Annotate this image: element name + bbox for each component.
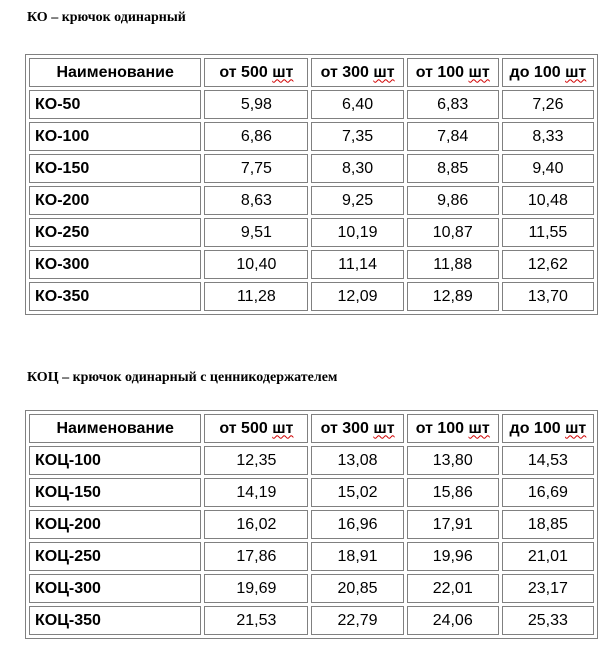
column-header-name: Наименование: [29, 414, 201, 443]
price-cell: 9,51: [204, 218, 308, 247]
price-cell: 12,09: [311, 282, 403, 311]
unit-label: шт: [373, 63, 395, 81]
price-cell: 14,53: [502, 446, 594, 475]
price-cell: 10,48: [502, 186, 594, 215]
column-header-name: Наименование: [29, 58, 201, 87]
price-cell: 5,98: [204, 90, 308, 119]
price-cell: 10,87: [407, 218, 499, 247]
table-row: [29, 122, 594, 151]
column-header-quantity: [311, 58, 403, 87]
price-cell: 11,55: [502, 218, 594, 247]
table-row: [29, 510, 594, 539]
quantity-label: от 100: [415, 419, 465, 437]
price-cell: 21,01: [502, 542, 594, 571]
price-cell: 7,35: [311, 122, 403, 151]
price-cell: 6,40: [311, 90, 403, 119]
table-row: [29, 606, 594, 635]
price-cell: 16,02: [204, 510, 308, 539]
price-cell: 23,17: [502, 574, 594, 603]
price-cell: 7,84: [407, 122, 499, 151]
price-cell: 11,28: [204, 282, 308, 311]
unit-label: шт: [565, 63, 587, 81]
quantity-label: от 500: [219, 63, 268, 81]
price-cell: 13,80: [407, 446, 499, 475]
price-cell: 11,88: [407, 250, 499, 279]
price-cell: 7,75: [204, 154, 308, 183]
product-name-cell: КО-50: [29, 90, 201, 119]
product-name-cell: КОЦ-200: [29, 510, 201, 539]
price-cell: 24,06: [407, 606, 499, 635]
price-cell: 18,91: [311, 542, 403, 571]
price-cell: 9,25: [311, 186, 403, 215]
price-cell: 12,62: [502, 250, 594, 279]
price-cell: 12,89: [407, 282, 499, 311]
price-cell: 13,08: [311, 446, 403, 475]
price-cell: 22,01: [407, 574, 499, 603]
column-header-quantity: [407, 58, 499, 87]
quantity-label: от 500: [219, 419, 268, 437]
column-header-quantity: [407, 414, 499, 443]
product-name-cell: КО-250: [29, 218, 201, 247]
column-header-quantity: [204, 414, 308, 443]
unit-label: шт: [565, 419, 587, 437]
table-row: [29, 218, 594, 247]
price-cell: 20,85: [311, 574, 403, 603]
price-cell: 11,14: [311, 250, 403, 279]
product-name-cell: КОЦ-350: [29, 606, 201, 635]
table-row: [29, 250, 594, 279]
table-row: [29, 90, 594, 119]
quantity-label: от 100: [415, 63, 465, 81]
column-header-quantity: [502, 414, 594, 443]
table-row: [29, 446, 594, 475]
price-cell: 8,30: [311, 154, 403, 183]
price-table-koc: [25, 410, 598, 639]
price-cell: 17,91: [407, 510, 499, 539]
product-name-cell: КОЦ-100: [29, 446, 201, 475]
column-header-quantity: [311, 414, 403, 443]
price-cell: 16,69: [502, 478, 594, 507]
price-cell: 17,86: [204, 542, 308, 571]
unit-label: шт: [468, 419, 490, 437]
column-header-quantity: [204, 58, 308, 87]
price-cell: 21,53: [204, 606, 308, 635]
price-cell: 6,86: [204, 122, 308, 151]
price-cell: 10,40: [204, 250, 308, 279]
product-name-cell: КОЦ-300: [29, 574, 201, 603]
price-cell: 14,19: [204, 478, 308, 507]
price-cell: 6,83: [407, 90, 499, 119]
price-cell: 19,96: [407, 542, 499, 571]
price-cell: 8,85: [407, 154, 499, 183]
price-cell: 9,86: [407, 186, 499, 215]
quantity-label: до 100: [509, 419, 561, 437]
table-row: [29, 574, 594, 603]
column-header-quantity: [502, 58, 594, 87]
price-cell: 10,19: [311, 218, 403, 247]
price-cell: 15,02: [311, 478, 403, 507]
price-cell: 8,33: [502, 122, 594, 151]
price-cell: 7,26: [502, 90, 594, 119]
product-name-cell: КО-200: [29, 186, 201, 215]
header-row: [29, 414, 594, 443]
price-cell: 18,85: [502, 510, 594, 539]
unit-label: шт: [468, 63, 490, 81]
price-table-ko: [25, 54, 598, 315]
price-cell: 8,63: [204, 186, 308, 215]
product-name-cell: КОЦ-250: [29, 542, 201, 571]
unit-label: шт: [272, 63, 294, 81]
price-cell: 15,86: [407, 478, 499, 507]
table-row: [29, 478, 594, 507]
unit-label: шт: [272, 419, 294, 437]
unit-label: шт: [373, 419, 395, 437]
product-name-cell: КО-350: [29, 282, 201, 311]
table-row: [29, 282, 594, 311]
product-name-cell: КО-150: [29, 154, 201, 183]
price-cell: 13,70: [502, 282, 594, 311]
quantity-label: от 300: [320, 419, 369, 437]
section-title-ko: КО – крючок одинарный: [27, 10, 186, 25]
quantity-label: до 100: [509, 63, 561, 81]
product-name-cell: КО-100: [29, 122, 201, 151]
section-title-koc: КОЦ – крючок одинарный с ценникодержателем: [27, 370, 338, 385]
table-row: [29, 186, 594, 215]
price-cell: 25,33: [502, 606, 594, 635]
product-name-cell: КОЦ-150: [29, 478, 201, 507]
table-row: [29, 154, 594, 183]
price-cell: 12,35: [204, 446, 308, 475]
price-cell: 19,69: [204, 574, 308, 603]
quantity-label: от 300: [320, 63, 369, 81]
table-row: [29, 542, 594, 571]
product-name-cell: КО-300: [29, 250, 201, 279]
price-cell: 16,96: [311, 510, 403, 539]
price-cell: 22,79: [311, 606, 403, 635]
header-row: [29, 58, 594, 87]
price-cell: 9,40: [502, 154, 594, 183]
